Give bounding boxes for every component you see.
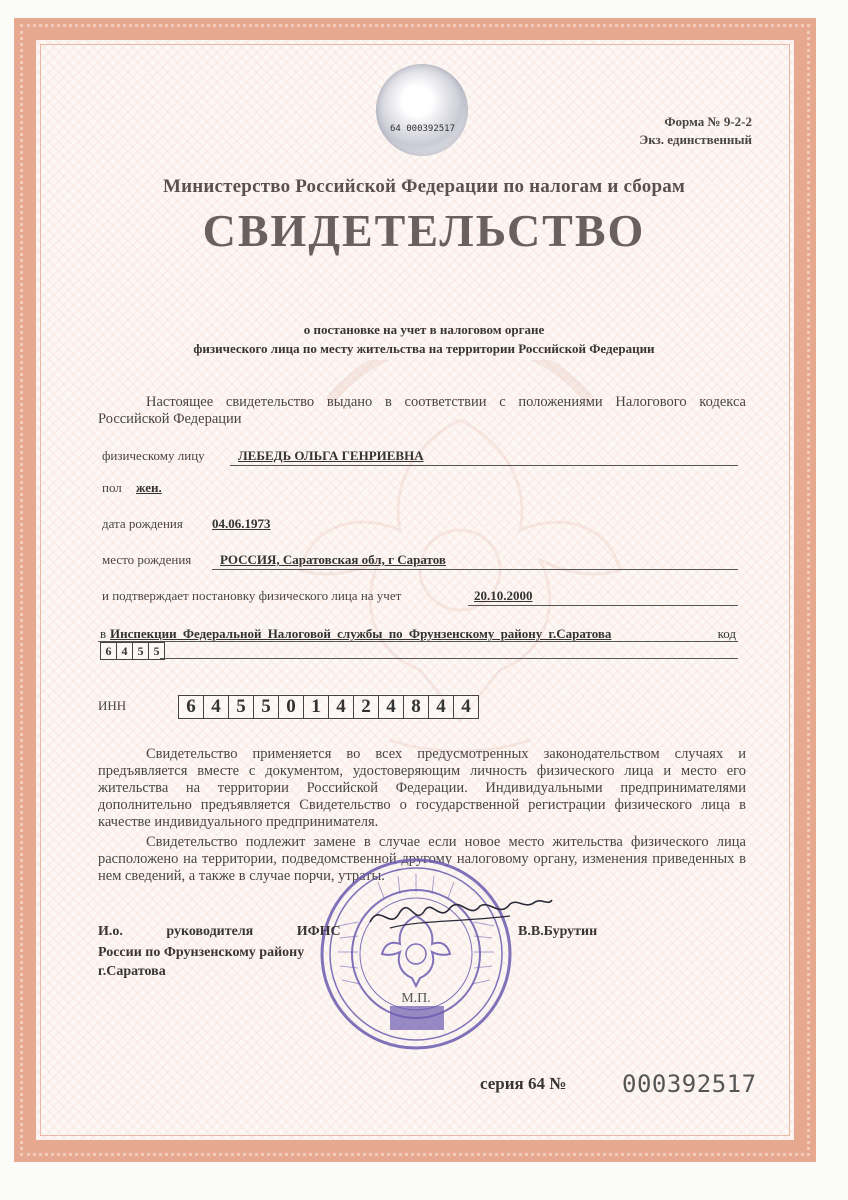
inn-digit: 5 <box>253 695 278 719</box>
underline <box>230 465 738 466</box>
subtitle-line-2: физического лица по месту жительства на территории Российской Федерации <box>193 341 655 356</box>
form-number: Форма № 9-2-2 <box>664 114 752 129</box>
inn-cells <box>178 695 479 719</box>
underline <box>212 569 738 570</box>
inn-label: ИНН <box>98 698 127 713</box>
inn-digit: 1 <box>303 695 328 719</box>
field-tax-office <box>98 624 738 660</box>
inn-digit: 6 <box>178 695 203 719</box>
signer-title-line-2: России по Фрунзенскому району <box>98 945 305 960</box>
notes-paragraph-1: Свидетельство применяется во всех предусмотренных законодательством случаях и предъявляется вместе с документом, удостоверяющим личность физического лица и место его жительства на территории Российской Федерации. Индивидуальными предпринимателями дополнительно предъявляется Свидетельство о государственной регистрации физического лица в качестве индивидуального предпринимателя. <box>98 746 746 830</box>
inn-digit: 4 <box>378 695 403 719</box>
inn-digit: 4 <box>203 695 228 719</box>
code-digit: 4 <box>116 642 132 660</box>
copy-note: Экз. единственный <box>639 132 752 147</box>
person-label: физическому лицу <box>102 448 205 463</box>
document-title: СВИДЕТЕЛЬСТВО <box>202 205 646 256</box>
tax-office-name: Инспекции Федеральной Налоговой службы по Фрунзенскому району г.Саратова <box>110 626 612 641</box>
field-dob <box>98 514 738 536</box>
inn-digit: 4 <box>453 695 479 719</box>
code-digit: 5 <box>132 642 148 660</box>
field-person <box>98 446 738 468</box>
ministry-name: Министерство Российской Федерации по налогам и сборам <box>162 176 686 197</box>
org-prefix: в <box>100 626 107 641</box>
subtitle-line-1: о постановке на учет в налоговом органе <box>303 322 545 337</box>
intro-paragraph: Настоящее свидетельство выдано в соответствии с положениями Налогового кодекса Российской Федерации <box>98 394 746 427</box>
sex-label: пол <box>102 480 122 495</box>
code-digit: 6 <box>100 642 116 660</box>
inn-digit: 2 <box>353 695 378 719</box>
signer-title-line-1: И.о. руководителя ИФНС <box>98 924 341 939</box>
code-digit: 5 <box>148 642 165 660</box>
hologram-seal <box>376 64 468 156</box>
field-sex <box>98 478 738 500</box>
inn-digit: 5 <box>228 695 253 719</box>
registration-date: 20.10.2000 <box>474 588 533 603</box>
stamp-mark: М.П. <box>401 991 431 1006</box>
notes-paragraph-2: Свидетельство подлежит замене в случае если новое место жительства физического лица расположено на территории, подведомственной другому налоговому органу, изменения приведенных в нем сведений, а также в случае порчи, утраты. <box>98 834 746 884</box>
underline <box>160 658 738 659</box>
signer-name: В.В.Бурутин <box>518 924 598 939</box>
official-stamp <box>318 856 514 1052</box>
serial-number: 000392517 <box>622 1070 757 1098</box>
underline <box>98 641 738 642</box>
inn-digit: 4 <box>328 695 353 719</box>
office-code-cells <box>100 642 165 660</box>
dob-label: дата рождения <box>102 516 183 531</box>
pob-value: РОССИЯ, Саратовская обл, г Саратов <box>220 552 446 567</box>
inn-digit: 8 <box>403 695 428 719</box>
inn-digit: 0 <box>278 695 303 719</box>
inn-digit: 4 <box>428 695 453 719</box>
hologram-number: 64 000392517 <box>390 124 456 134</box>
code-label: код <box>717 626 736 641</box>
signer-title-line-3: г.Саратова <box>98 964 166 979</box>
person-value: ЛЕБЕДЬ ОЛЬГА ГЕНРИЕВНА <box>238 448 424 463</box>
underline <box>468 605 738 606</box>
dob-value: 04.06.1973 <box>212 516 271 531</box>
field-pob <box>98 550 738 572</box>
registration-label: и подтверждает постановку физического лица на учет <box>102 588 402 603</box>
field-registration <box>98 586 738 608</box>
pob-label: место рождения <box>102 552 192 567</box>
series-label: серия 64 № <box>480 1074 567 1093</box>
sex-value: жен. <box>136 480 162 495</box>
